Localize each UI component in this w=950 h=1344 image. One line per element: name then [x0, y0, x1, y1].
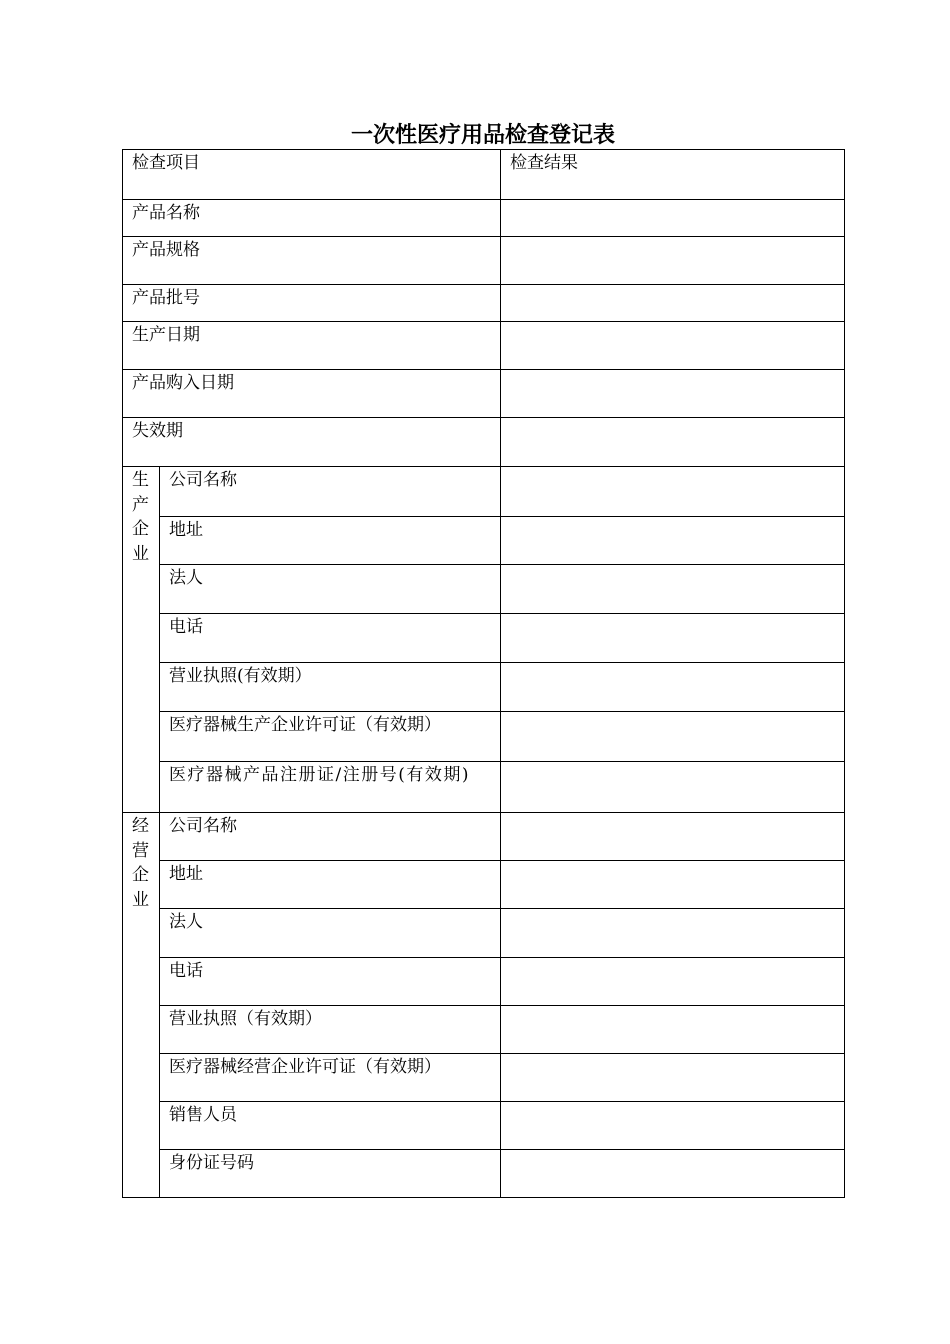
row-value-cell[interactable] — [501, 200, 845, 237]
table-row — [123, 565, 845, 614]
row-label: 公司名称 — [160, 467, 501, 517]
distributor-group-label — [123, 813, 160, 1198]
row-value-cell[interactable] — [501, 958, 845, 1006]
group-label-char: 企 — [132, 519, 149, 539]
table-row — [123, 909, 845, 958]
row-label: 营业执照(有效期） — [160, 663, 501, 712]
table-row — [123, 762, 845, 813]
row-value-cell[interactable] — [501, 285, 845, 322]
row-value-cell[interactable] — [501, 1102, 845, 1150]
table-row — [123, 861, 845, 909]
table-row — [123, 958, 845, 1006]
row-value-cell[interactable] — [501, 1006, 845, 1054]
table-row — [123, 200, 845, 237]
table-row — [123, 614, 845, 663]
row-label: 产品购入日期 — [123, 370, 501, 418]
table-row — [123, 1150, 845, 1198]
table-row — [123, 370, 845, 418]
table-row — [123, 813, 845, 861]
table-row — [123, 467, 845, 517]
row-label: 地址 — [160, 517, 501, 565]
row-label: 销售人员 — [160, 1102, 501, 1150]
manufacturer-group-label — [123, 467, 160, 813]
row-label: 地址 — [160, 861, 501, 909]
row-label: 电话 — [160, 614, 501, 663]
row-value-cell[interactable] — [501, 663, 845, 712]
page-title: 一次性医疗用品检查登记表 — [350, 122, 615, 148]
row-value-cell[interactable] — [501, 237, 845, 285]
header-item-label: 检查项目 — [123, 150, 501, 200]
row-value-cell[interactable] — [501, 418, 845, 467]
row-label: 产品批号 — [123, 285, 501, 322]
group-label-char: 经 — [132, 816, 149, 836]
row-label: 公司名称 — [160, 813, 501, 861]
row-value-cell[interactable] — [501, 909, 845, 958]
row-value-cell[interactable] — [501, 322, 845, 370]
row-label: 产品名称 — [123, 200, 501, 237]
row-label: 医疗器械生产企业许可证（有效期） — [160, 712, 501, 762]
row-value-cell[interactable] — [501, 517, 845, 565]
table-row — [123, 1006, 845, 1054]
row-value-cell[interactable] — [501, 861, 845, 909]
row-value-cell[interactable] — [501, 1054, 845, 1102]
group-label-char: 生 — [132, 470, 149, 490]
table-row — [123, 517, 845, 565]
row-label: 电话 — [160, 958, 501, 1006]
table-row — [123, 712, 845, 762]
table-row — [123, 322, 845, 370]
row-label: 失效期 — [123, 418, 501, 467]
row-label: 产品规格 — [123, 237, 501, 285]
row-label: 法人 — [160, 565, 501, 614]
row-value-cell[interactable] — [501, 467, 845, 517]
inspection-form-table — [122, 149, 845, 1198]
row-value-cell[interactable] — [501, 762, 845, 813]
row-value-cell[interactable] — [501, 712, 845, 762]
row-label: 生产日期 — [123, 322, 501, 370]
row-label: 法人 — [160, 909, 501, 958]
group-label-char: 企 — [132, 865, 149, 885]
row-label: 医疗器械经营企业许可证（有效期） — [160, 1054, 501, 1102]
table-row — [123, 1054, 845, 1102]
row-value-cell[interactable] — [501, 370, 845, 418]
table-header-row — [123, 150, 845, 200]
table-row — [123, 663, 845, 712]
group-label-char: 营 — [132, 840, 149, 861]
header-result-label: 检查结果 — [501, 150, 845, 200]
row-label: 身份证号码 — [160, 1150, 501, 1198]
row-label: 医疗器械产品注册证/注册号(有效期) — [160, 762, 501, 813]
row-value-cell[interactable] — [501, 1150, 845, 1198]
table-row — [123, 285, 845, 322]
table-row — [123, 418, 845, 467]
table-row — [123, 237, 845, 285]
group-label-char: 业 — [132, 889, 149, 910]
row-value-cell[interactable] — [501, 614, 845, 663]
row-value-cell[interactable] — [501, 813, 845, 861]
group-label-char: 业 — [132, 543, 149, 564]
group-label-char: 产 — [132, 494, 149, 515]
row-value-cell[interactable] — [501, 565, 845, 614]
row-label: 营业执照（有效期） — [160, 1006, 501, 1054]
table-row — [123, 1102, 845, 1150]
